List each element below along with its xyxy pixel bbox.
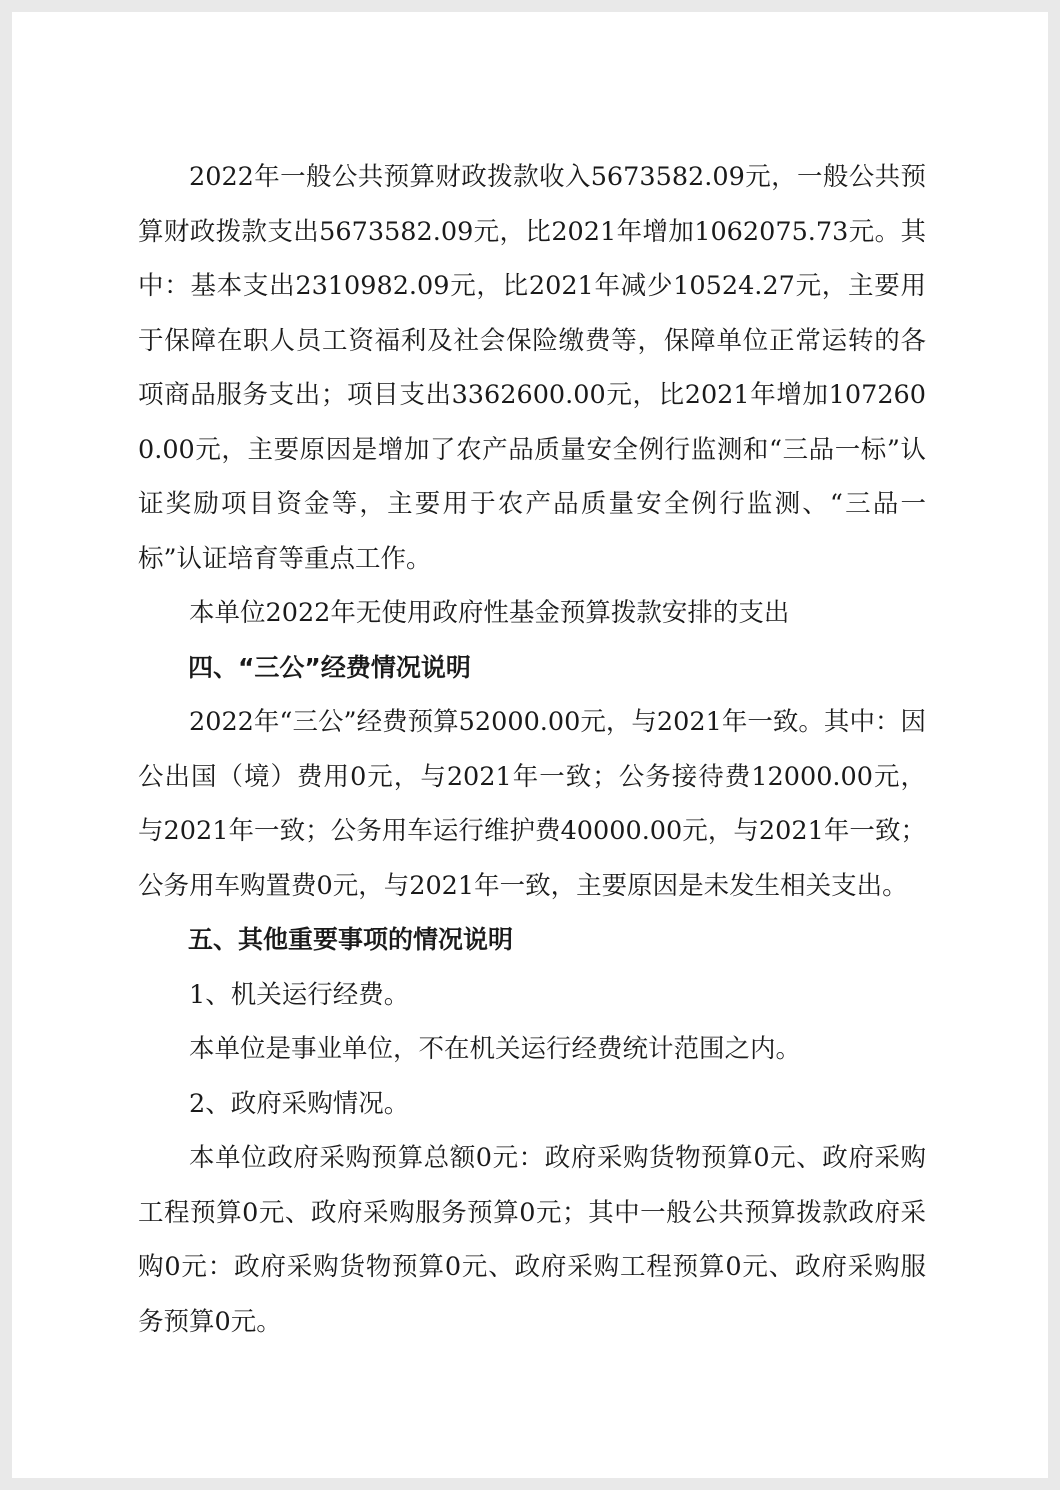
paragraph-government-fund: 本单位2022年无使用政府性基金预算拨款安排的支出 <box>189 598 790 628</box>
paragraph-procurement: 本单位政府采购预算总额0元：政府采购货物预算0元、政府采购工程预算0元、政府采购服务预算0元；其中一般公共预算拨款政府采购0元：政府采购货物预算0元、政府采购工程预算0元、政府采购服务预算0元。 <box>138 1143 926 1337</box>
item-heading-operating-expenses: 1、机关运行经费。 <box>189 979 410 1010</box>
item-heading-procurement: 2、政府采购情况。 <box>189 1088 410 1119</box>
section-heading-three-public: 四、“三公”经费情况说明 <box>188 652 471 682</box>
paragraph-three-public-budget: 2022年“三公”经费预算52000.00元，与2021年一致。其中：因公出国（境）费用0元，与2021年一致；公务接待费12000.00元，与2021年一致；公务用车运行维护费40000.00元，与2021年一致；公务用车购置费0元，与2021年一致，主要原因是未发生相关支出。 <box>138 707 926 901</box>
section-heading-other-matters: 五、其他重要事项的情况说明 <box>188 925 514 954</box>
paragraph-general-budget: 2022年一般公共预算财政拨款收入5673582.09元，一般公共预算财政拨款支出5673582.09元，比2021年增加1062075.73元。其中：基本支出2310982.09元，比2021年减少10524.27元，主要用于保障在职人员工资福利及社会保险缴费等，保障单位正常运转的各项商品服务支出；项目支出3362600.00元，比2021年增加1072600.00元，主要原因是增加了农产品质量安全例行监测和“三品一标”认证奖励项目资金等，主要用于农产品质量安全例行监测、“三品一标”认证培育等重点工作。 <box>138 162 926 574</box>
document-page <box>12 12 1048 1478</box>
document-body <box>138 150 926 1349</box>
paragraph-operating-expenses: 本单位是事业单位，不在机关运行经费统计范围之内。 <box>189 1034 802 1064</box>
